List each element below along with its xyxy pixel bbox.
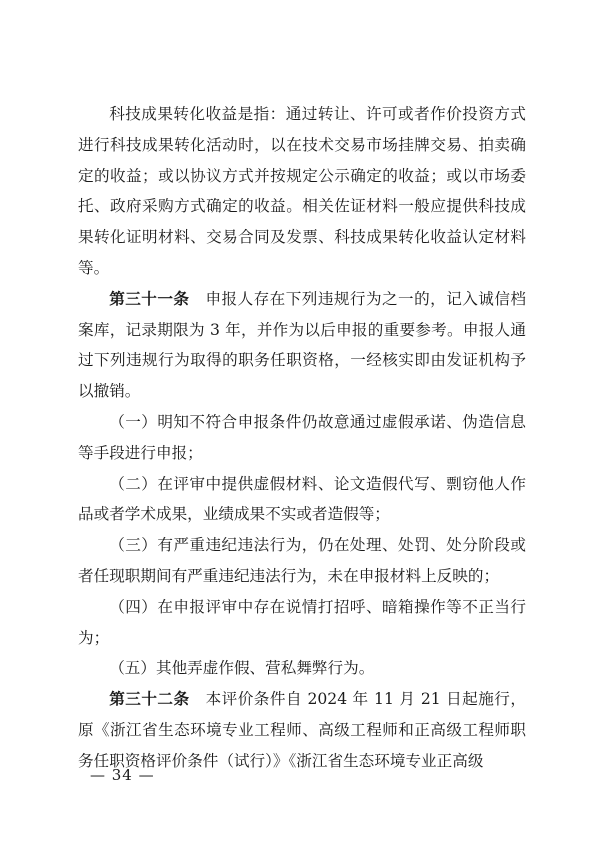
article-31-item-2: （二）在评审中提供虚假材料、论文造假代写、剽窃他人作品或者学术成果，业绩成果不实或者造假等； xyxy=(78,474,526,524)
article-32-heading: 第三十二条 xyxy=(109,690,190,709)
article-32-text: 本评价条件自 2024 年 11 月 21 日起施行，原《浙江省生态环境专业工程师、高级工程师和正高级工程师职务任职资格评价条件（试行）》《浙江省生态环境专业正高级 xyxy=(78,690,526,770)
page-number: — 34 — xyxy=(90,766,155,784)
article-31 xyxy=(78,284,526,407)
article-31-item-4: （四）在申报评审中存在说情打招呼、暗箱操作等不正当行为； xyxy=(78,597,526,647)
article-31-item-1: （一）明知不符合申报条件仍故意通过虚假承诺、伪造信息等手段进行申报； xyxy=(78,412,526,462)
article-32 xyxy=(78,684,526,776)
article-31-heading: 第三十一条 xyxy=(109,289,190,308)
article-31-item-5: （五）其他弄虚作假、营私舞弊行为。 xyxy=(109,659,375,678)
document-body xyxy=(78,99,526,777)
article-31-item-3: （三）有严重违纪违法行为，仍在处理、处罚、处分阶段或者任现职期间有严重违纪违法行为，未在申报材料上反映的； xyxy=(78,536,526,585)
article-31-text: 申报人存在下列违规行为之一的，记入诚信档案库，记录期限为 3 年，并作为以后申报的重要参考。申报人通过下列违规行为取得的职务任职资格，一经核实即由发证机构予以撤销。 xyxy=(78,289,526,401)
paragraph-revenue-definition: 科技成果转化收益是指：通过转让、许可或者作价投资方式进行科技成果转化活动时，以在技术交易市场挂牌交易、拍卖确定的收益；或以协议方式并按规定公示确定的收益；或以市场委托、政府采购方式确定的收益。相关佐证材料一般应提供科技成果转化证明材料、交易合同及发票、科技成果转化收益认定材料等。 xyxy=(78,105,526,277)
